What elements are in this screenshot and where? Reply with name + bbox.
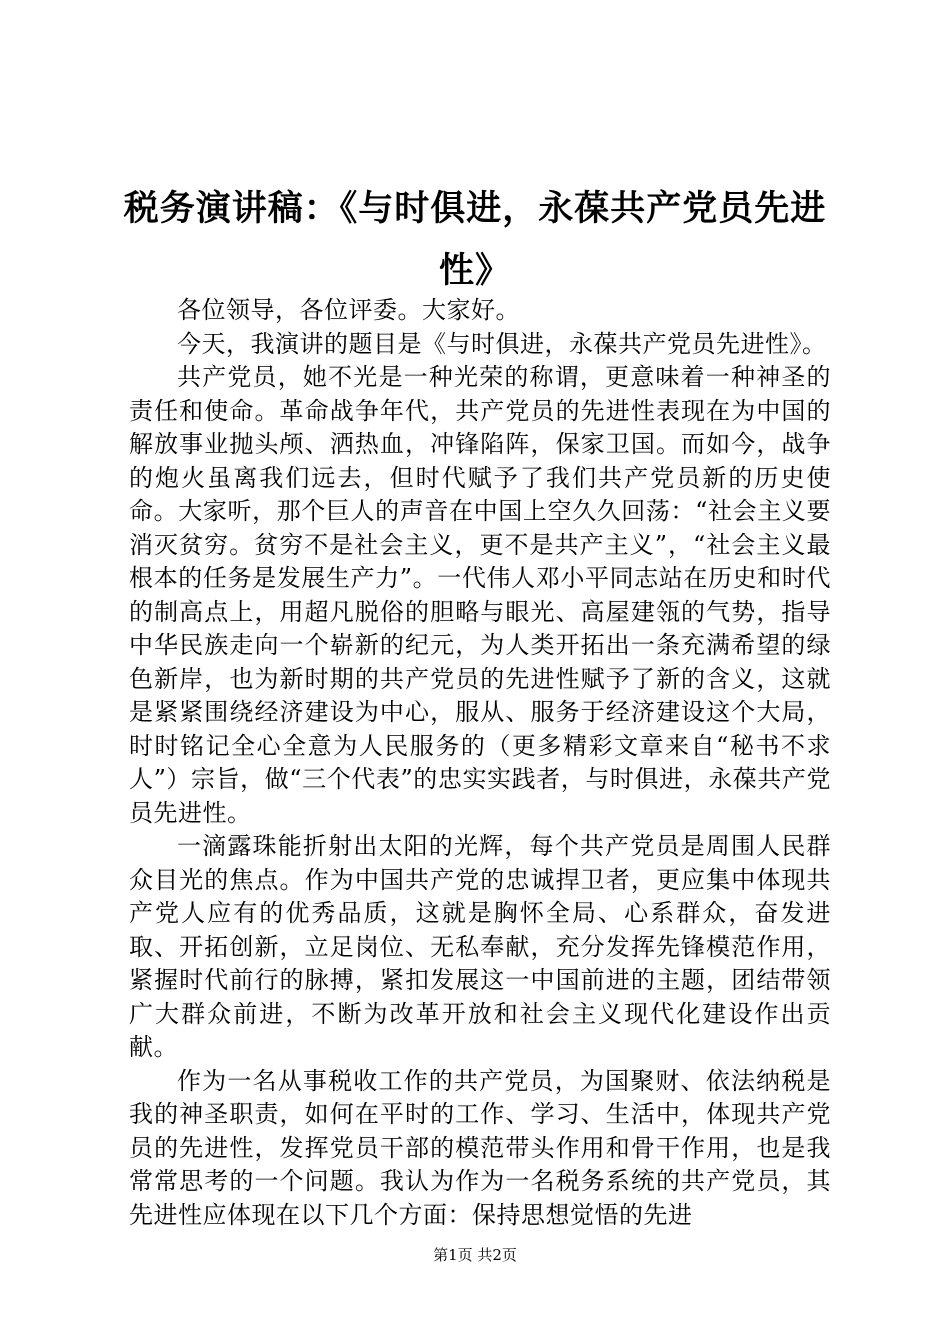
page-number: 第1页 共2页	[433, 1246, 517, 1264]
document-body	[129, 294, 831, 1232]
paragraph: 作为一名从事税收工作的共产党员，为国聚财、依法纳税是我的神圣职责，如何在平时的工作、学习、生活中，体现共产党员的先进性，发挥党员干部的模范带头作用和骨干作用，也是我常常思考的一个问题。我认为作为一名税务系统的共产党员，其先进性应体现在以下几个方面：保持思想觉悟的先进	[129, 1066, 831, 1229]
paragraph-greeting: 各位领导，各位评委。大家好。	[177, 296, 520, 324]
document-title: 税务演讲稿：《与时俱进，永葆共产党员先进性》	[123, 188, 827, 291]
paragraph-topic: 今天，我演讲的题目是《与时俱进，永葆共产党员先进性》。	[177, 329, 827, 358]
paragraph: 一滴露珠能折射出太阳的光辉，每个共产党员是周围人民群众目光的焦点。作为中国共产党的忠诚捍卫者，更应集中体现共产党人应有的优秀品质，这就是胸怀全局、心系群众，奋发进取、开拓创新，立足岗位、无私奉献，充分发挥先锋模范作用，紧握时代前行的脉搏，紧扣发展这一中国前进的主题，团结带领广大群众前进，不断为改革开放和社会主义现代化建设作出贡献。	[129, 832, 831, 1061]
paragraph: 共产党员，她不光是一种光荣的称谓，更意味着一种神圣的责任和使命。革命战争年代，共产党员的先进性表现在为中国的解放事业抛头颅、洒热血，冲锋陷阵，保家卫国。而如今，战争的炮火虽离我们远去，但时代赋予了我们共产党员新的历史使命。大家听，那个巨人的声音在中国上空久久回荡：“社会主义要消灭贫穷。贫穷不是社会主义，更不是共产主义”，“社会主义最根本的任务是发展生产力”。一代伟人邓小平同志站在历史和时代的制高点上，用超凡脱俗的胆略与眼光、高屋建瓴的气势，指导中华民族走向一个崭新的纪元，为人类开拓出一条充满希望的绿色新岸，也为新时期的共产党员的先进性赋予了新的含义，这就是紧紧围绕经济建设为中心，服从、服务于经济建设这个大局，时时铭记全心全意为人民服务的（更多精彩文章来自“秘书不求人”）宗旨，做“三个代表”的忠实实践者，与时俱进，永葆共产党员先进性。	[129, 363, 831, 827]
